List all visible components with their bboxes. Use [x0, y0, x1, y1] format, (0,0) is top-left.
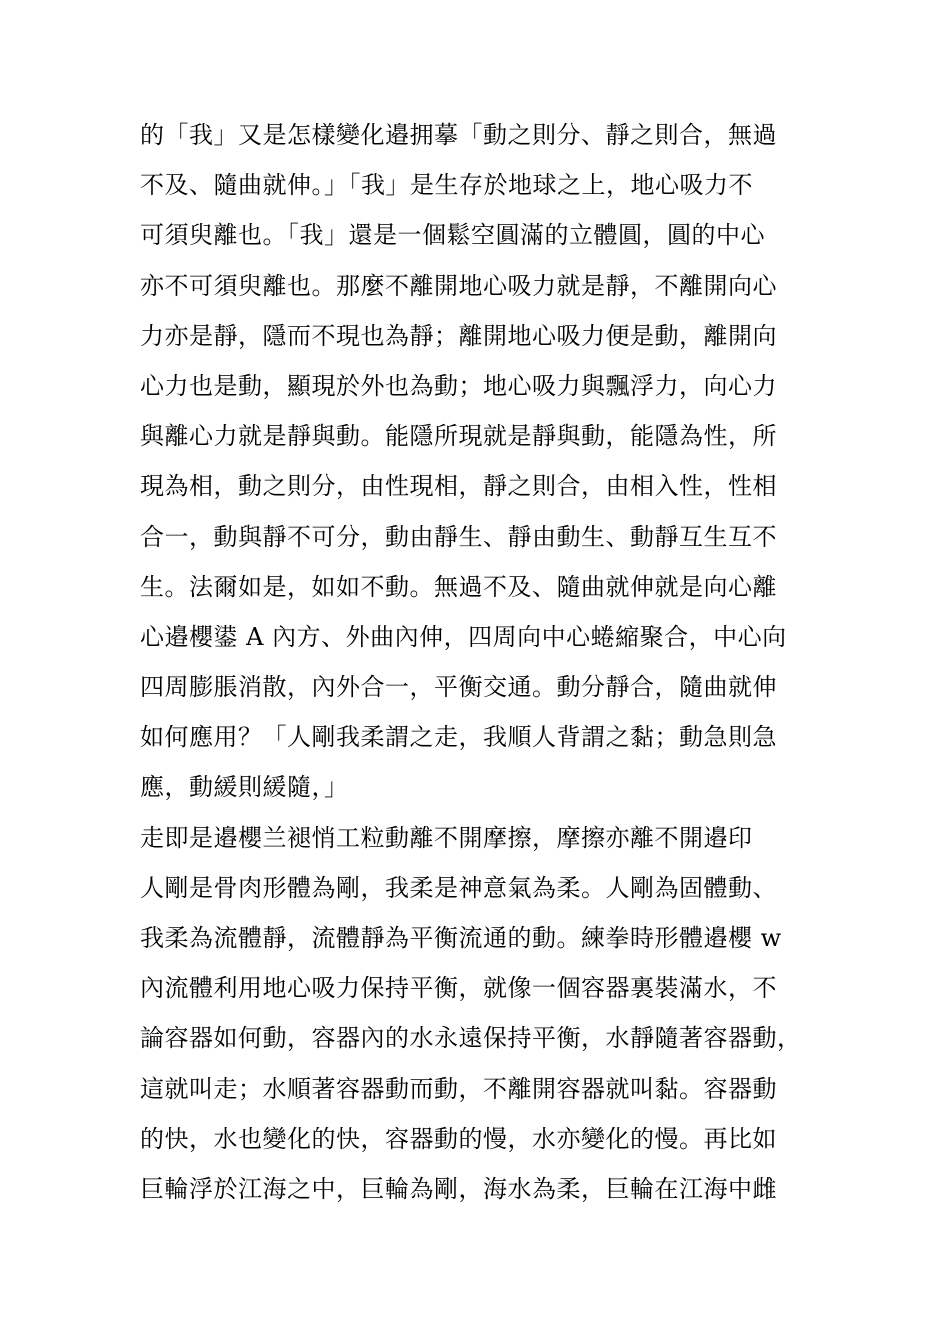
text-line: 可須臾離也。「我」還是一個鬆空圓滿的立體圓，圓的中心 [140, 221, 765, 250]
body-text [140, 110, 830, 1214]
text-line: 的快，水也變化的快，容器動的慢，水亦變化的慢。再比如 [140, 1124, 777, 1153]
text-line: 論容器如何動，容器內的水永遠保持平衡，水靜隨著容器動， [140, 1024, 802, 1053]
text-line: 如何應用？「人剛我柔謂之走，我順人背謂之黏；動急則急 [140, 723, 777, 752]
text-line: 生。法爾如是，如如不動。無過不及、隨曲就伸就是向心離 [140, 572, 777, 601]
text-line: 現為相，動之則分，由性現相，靜之則合，由相入性，性相 [140, 472, 777, 501]
text-line: 巨輪浮於江海之中，巨輪為剛，海水為柔，巨輪在江海中雌 [140, 1174, 777, 1203]
text-line: 我柔為流體靜，流體靜為平衡流通的動。練拳時形體邉櫻 w [140, 924, 782, 952]
text-line: 人剛是骨肉形體為剛，我柔是神意氣為柔。人剛為固體動、 [140, 873, 777, 902]
text-line: 不及、隨曲就伸。」「我」是生存於地球之上，地心吸力不 [140, 171, 753, 200]
text-line: 走即是邉櫻兰褪悄工粒動離不開摩擦，摩擦亦離不開邉印 [140, 823, 753, 852]
text-line: 心邉櫻鍙 A 內方、外曲內伸，四周向中心蜷縮聚合，中心向 [140, 622, 787, 651]
text-line: 應，動緩則緩隨，」 [140, 773, 349, 802]
text-line: 與離心力就是靜與動。能隱所現就是靜與動，能隱為性，所 [140, 422, 777, 451]
text-line: 內流體利用地心吸力保持平衡，就像一個容器裏裝滿水，不 [140, 974, 777, 1003]
text-line: 合一，動與靜不可分，動由靜生、靜由動生、動靜互生互不 [140, 522, 777, 551]
text-line: 心力也是動，顯現於外也為動；地心吸力與飄浮力，向心力 [140, 371, 777, 400]
text-line: 這就叫走；水順著容器動而動，不離開容器就叫黏。容器動 [140, 1074, 777, 1103]
text-line: 亦不可須臾離也。那麼不離開地心吸力就是靜，不離開向心 [140, 271, 777, 300]
text-line: 的「我」又是怎樣變化邉拥摹「動之則分、靜之則合，無過 [140, 121, 777, 149]
text-line: 力亦是靜，隱而不現也為靜；離開地心吸力便是動，離開向 [140, 321, 777, 350]
text-line: 四周膨脹消散，內外合一，平衡交通。動分靜合，隨曲就伸 [140, 673, 777, 702]
